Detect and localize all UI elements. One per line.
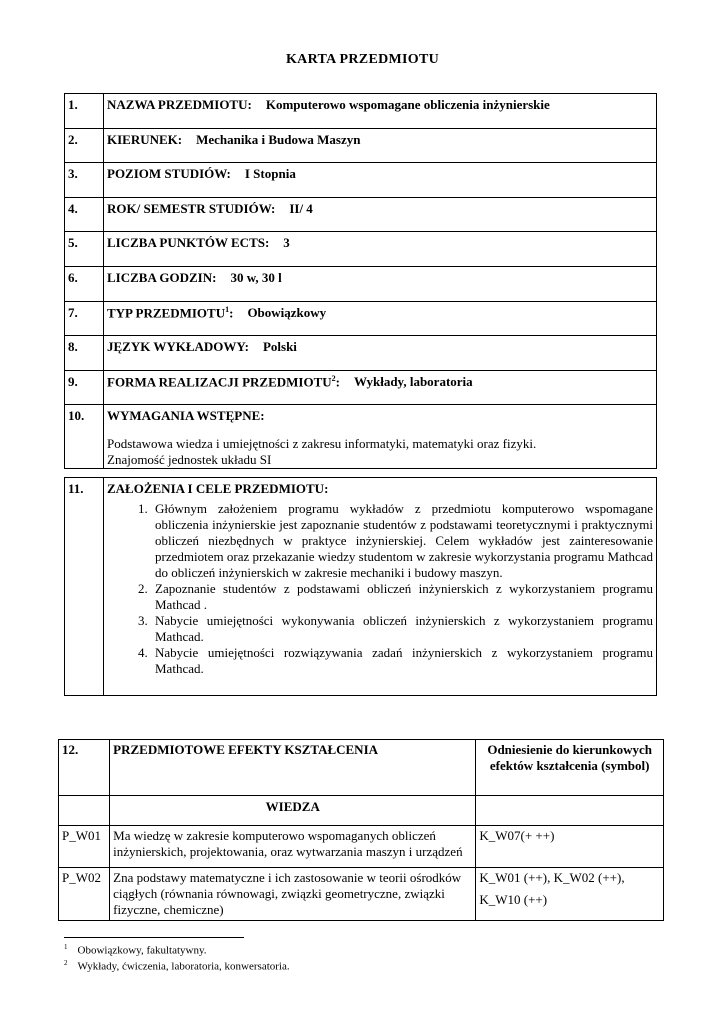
- row-label: POZIOM STUDIÓW:: [107, 166, 231, 182]
- outcome-reference: K_W07(+ ++): [479, 828, 555, 843]
- row-label: LICZBA PUNKTÓW ECTS:: [107, 235, 270, 251]
- learning-outcomes-table: [58, 739, 664, 921]
- row-number: 5.: [65, 232, 104, 267]
- table-row: [59, 796, 664, 826]
- row-number: 4.: [65, 197, 104, 232]
- goals-list: [107, 501, 653, 677]
- row-colon: :: [229, 304, 234, 320]
- table-row: [65, 232, 657, 267]
- table-row: [65, 197, 657, 232]
- outcome-reference: K_W10 (++): [479, 892, 548, 907]
- group-label: WIEDZA: [110, 796, 476, 826]
- row-label: TYP PRZEDMIOTU: [107, 304, 226, 320]
- table-row: [59, 826, 664, 868]
- row-label: KIERUNEK:: [107, 131, 183, 147]
- requirements-text: Znajomość jednostek układu SI: [107, 452, 272, 468]
- table-row: [65, 301, 657, 336]
- table-row: [65, 405, 657, 469]
- row-value: Mechanika i Budowa Maszyn: [196, 131, 361, 147]
- row-label: FORMA REALIZACJI PRZEDMIOTU: [107, 374, 332, 390]
- table-row: [65, 163, 657, 198]
- footnote: $^1$ Obowiązkowy, fakultatywny.: [64, 943, 207, 957]
- row-value: Komputerowo wspomagane obliczenia inżynierskie: [265, 97, 550, 112]
- section-label: ZAŁOŻENIA I CELE PRZEDMIOTU:: [107, 481, 329, 496]
- list-item: 3. Nabycie umiejętności wykonywania obliczeń inżynierskich z wykorzystaniem programu Mathcad.: [151, 613, 653, 645]
- row-number: 6.: [65, 266, 104, 301]
- row-label: WYMAGANIA WSTĘPNE:: [107, 408, 265, 424]
- row-number: 11.: [65, 478, 104, 696]
- section-number: 12.: [59, 740, 110, 796]
- footnote-ref: 1: [225, 304, 230, 314]
- row-value: II/ 4: [289, 200, 313, 216]
- table-row: [65, 94, 657, 129]
- footnote-divider: [64, 937, 244, 938]
- list-item: 2. Zapoznanie studentów z podstawami obliczeń inżynierskich z wykorzystaniem programu Mathcad .: [151, 581, 653, 613]
- course-info-table: [64, 93, 657, 469]
- row-number: 9.: [65, 370, 104, 405]
- page-title: KARTA PRZEDMIOTU: [285, 52, 439, 67]
- outcome-code: P_W02: [59, 868, 110, 921]
- row-value: I Stopnia: [244, 166, 296, 182]
- footnote: $^2$ Wykłady, ćwiczenia, laboratoria, konwersatoria.: [64, 959, 290, 973]
- table-row: [65, 370, 657, 405]
- row-label: LICZBA GODZIN:: [107, 269, 217, 285]
- row-number: 7.: [65, 301, 104, 336]
- goals-table: [64, 477, 657, 696]
- outcome-reference: K_W01 (++), K_W02 (++),: [479, 870, 625, 885]
- row-number: 3.: [65, 163, 104, 198]
- table-row: [65, 128, 657, 163]
- list-item: 4. Nabycie umiejętności rozwiązywania zadań inżynierskich z wykorzystaniem programu Mathcad.: [151, 645, 653, 677]
- row-value: Wykłady, laboratoria: [353, 374, 473, 390]
- table-row: [65, 478, 657, 696]
- row-label: ROK/ SEMESTR STUDIÓW:: [107, 200, 276, 216]
- footnote-ref: 2: [331, 373, 336, 383]
- table-row: [59, 868, 664, 921]
- table-row: [59, 740, 664, 796]
- row-number: 2.: [65, 128, 104, 163]
- row-colon: :: [335, 374, 340, 390]
- row-number: 10.: [65, 405, 104, 469]
- outcome-description: Zna podstawy matematyczne i ich zastosowanie w teorii ośrodków ciągłych (równania równowagi, związki geometryczne, związki fizyczne, chemiczne): [110, 868, 476, 921]
- list-item: 1. Głównym założeniem programu wykładów z przedmiotu komputerowo wspomagane obliczenia inżynierskie jest zapoznanie studentów z podstawami teoretycznymi i praktycznymi obliczeń niezbędnych w praktyce inżynierskiej. Celem wykładów jest zainteresowanie przedmiotem oraz przekazanie wiedzy studentom w zakresie wykorzystania programu Mathcad do obliczeń inżynierskich w zakresie mechaniki i budowy maszyn.: [151, 501, 653, 581]
- outcome-description: Ma wiedzę w zakresie komputerowo wspomaganych obliczeń inżynierskich, projektowania, oraz wytwarzania maszyn i urządzeń: [110, 826, 476, 868]
- row-value: Obowiązkowy: [247, 304, 327, 320]
- row-value: Polski: [262, 339, 297, 355]
- requirements-text: Podstawowa wiedza i umiejętności z zakresu informatyki, matematyki oraz fizyki.: [107, 436, 537, 452]
- row-number: 8.: [65, 336, 104, 371]
- outcomes-header: PRZEDMIOTOWE EFEKTY KSZTAŁCENIA: [110, 740, 476, 796]
- row-label: NAZWA PRZEDMIOTU:: [107, 97, 252, 112]
- table-row: [65, 266, 657, 301]
- row-label: JĘZYK WYKŁADOWY:: [107, 339, 249, 355]
- row-value: 3: [283, 235, 290, 251]
- row-number: 1.: [65, 94, 104, 129]
- outcome-code: P_W01: [59, 826, 110, 868]
- row-value: 30 w, 30 l: [230, 269, 282, 285]
- table-row: [65, 336, 657, 371]
- reference-header: Odniesienie do kierunkowych efektów kształcenia (symbol): [476, 740, 664, 796]
